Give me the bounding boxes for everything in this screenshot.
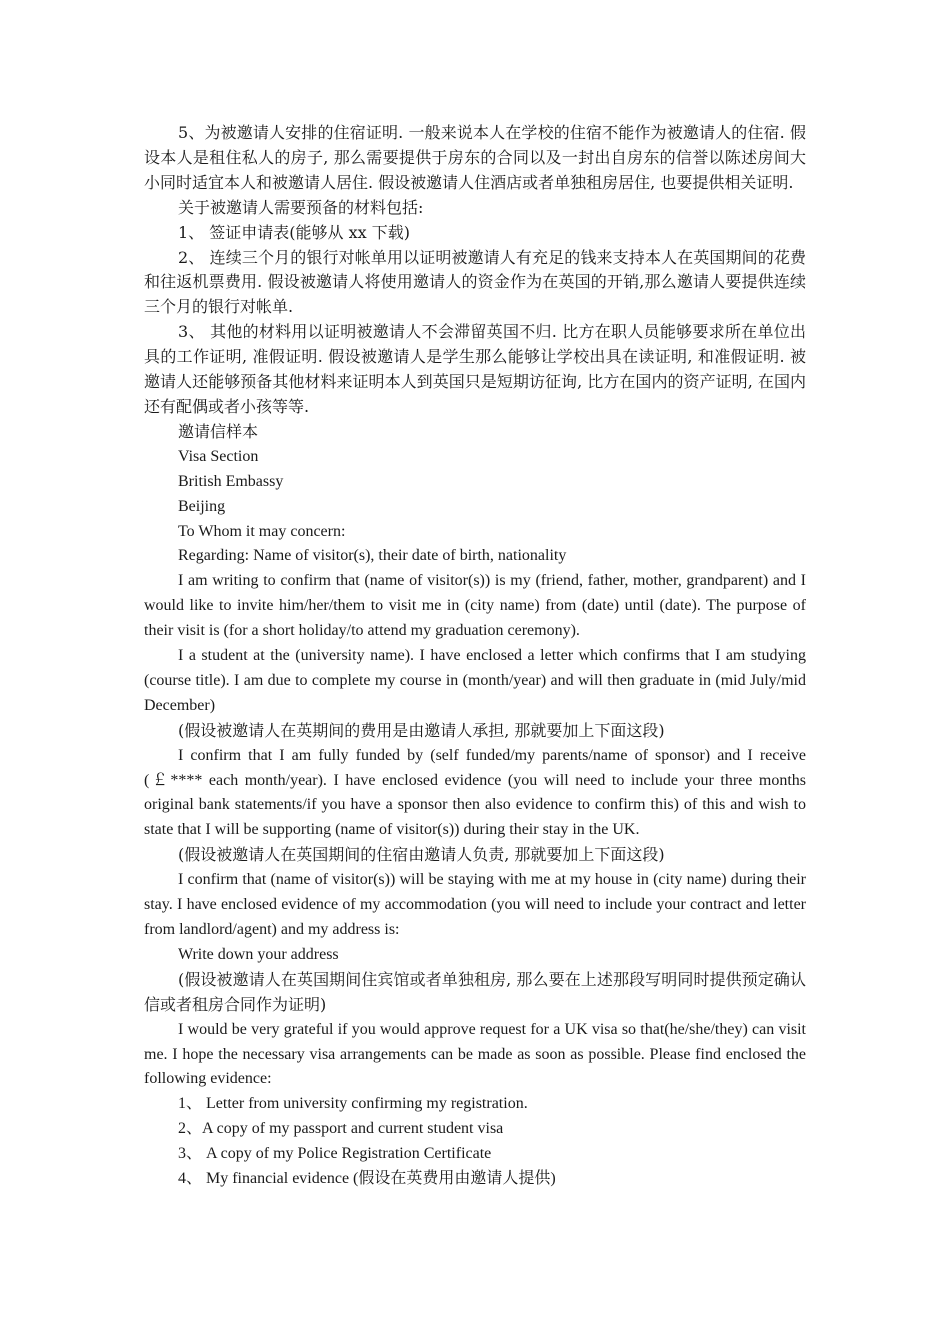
address-line-city: Beijing: [178, 497, 226, 515]
letter-paragraph-student: I a student at the (university name). I have enclosed a letter which confirms that I am studying (course title). I am due to complete my course in (month/year) and will then graduate in (mid July/mid December): [144, 647, 806, 714]
evidence-item-financial: 4、 My financial evidence (假设在英费用由邀请人提供): [178, 1170, 556, 1188]
address-line-visa-section: Visa Section: [178, 447, 259, 465]
letter-salutation: To Whom it may concern:: [178, 522, 346, 540]
letter-paragraph-request: I would be very grateful if you would approve request for a UK visa so that(he/she/they) can visit me. I hope the necessary visa arrangements can be made as soon as possible. Please find enclosed the following evidence:: [144, 1020, 806, 1088]
list-item-application-form: 1、 签证申请表(能够从 xx 下载): [178, 222, 410, 242]
letter-address-placeholder: Write down your address: [178, 945, 339, 963]
letter-paragraph-invitation: I am writing to confirm that (name of visitor(s)) is my (friend, father, mother, grandparent) and I would like to invite him/her/them to visit me in (city name) from (date) until (date). The purpose of their visit is (for a short holiday/to attend my graduation ceremony).: [144, 572, 806, 640]
sample-letter-heading: 邀请信样本: [178, 421, 259, 441]
document-body: [144, 121, 806, 1192]
letter-paragraph-accommodation: I confirm that (name of visitor(s)) will be staying with me at my house in (city name) during their stay. I have enclosed evidence of my accommodation (you will need to include your contract and letter from landlord/agent) and my address is:: [144, 871, 806, 938]
list-item-bank-statements: 2、 连续三个月的银行对帐单用以证明被邀请人有充足的钱来支持本人在英国期间的花费和往返机票费用. 假设被邀请人将使用邀请人的资金作为在英国的开销,那么邀请人要提供连续三个月的银行对帐单.: [144, 247, 806, 317]
evidence-item-university-letter: 1、 Letter from university confirming my registration.: [178, 1095, 528, 1113]
paragraph-materials-intro: 关于被邀请人需要预备的材料包括:: [178, 197, 424, 217]
address-line-embassy: British Embassy: [178, 472, 284, 490]
list-item-other-materials: 3、 其他的材料用以证明被邀请人不会滞留英国不归. 比方在职人员能够要求所在单位出具的工作证明, 准假证明. 假设被邀请人是学生那么能够让学校出具在读证明, 和准假证明. 被邀请人还能够预备其他材料来证明本人到英国只是短期访征询, 比方在国内的资产证明, 在国内还有配偶或者小孩等等.: [144, 322, 806, 416]
letter-paragraph-funding: I confirm that I am fully funded by (self funded/my parents/name of sponsor) and I receive (￡**** each month/year). I have enclosed evidence (you will need to include your three months original bank statements/if you have a sponsor then also evidence to confirm this) of this and wish to state that I will be supporting (name of visitor(s)) during their stay in the UK.: [144, 746, 806, 839]
note-funding: (假设被邀请人在英期间的费用是由邀请人承担, 那就要加上下面这段): [178, 720, 665, 740]
evidence-item-police-registration: 3、 A copy of my Police Registration Certificate: [178, 1145, 492, 1163]
evidence-item-passport: 2、A copy of my passport and current student visa: [178, 1120, 504, 1138]
note-accommodation: (假设被邀请人在英国期间的住宿由邀请人负责, 那就要加上下面这段): [178, 845, 665, 865]
note-hotel-rental: (假设被邀请人在英国期间住宾馆或者单独租房, 那么要在上述那段写明同时提供预定确认信或者租房合同作为证明): [144, 969, 806, 1014]
letter-regarding-line: Regarding: Name of visitor(s), their date of birth, nationality: [178, 547, 567, 565]
paragraph-accommodation-proof: 5、为被邀请人安排的住宿证明. 一般来说本人在学校的住宿不能作为被邀请人的住宿. 假设本人是租住私人的房子, 那么需要提供于房东的合同以及一封出自房东的信誉以陈述房间大小同时适宜本人和被邀请人居住. 假设被邀请人住酒店或者单独租房居住, 也要提供相关证明.: [144, 123, 806, 192]
